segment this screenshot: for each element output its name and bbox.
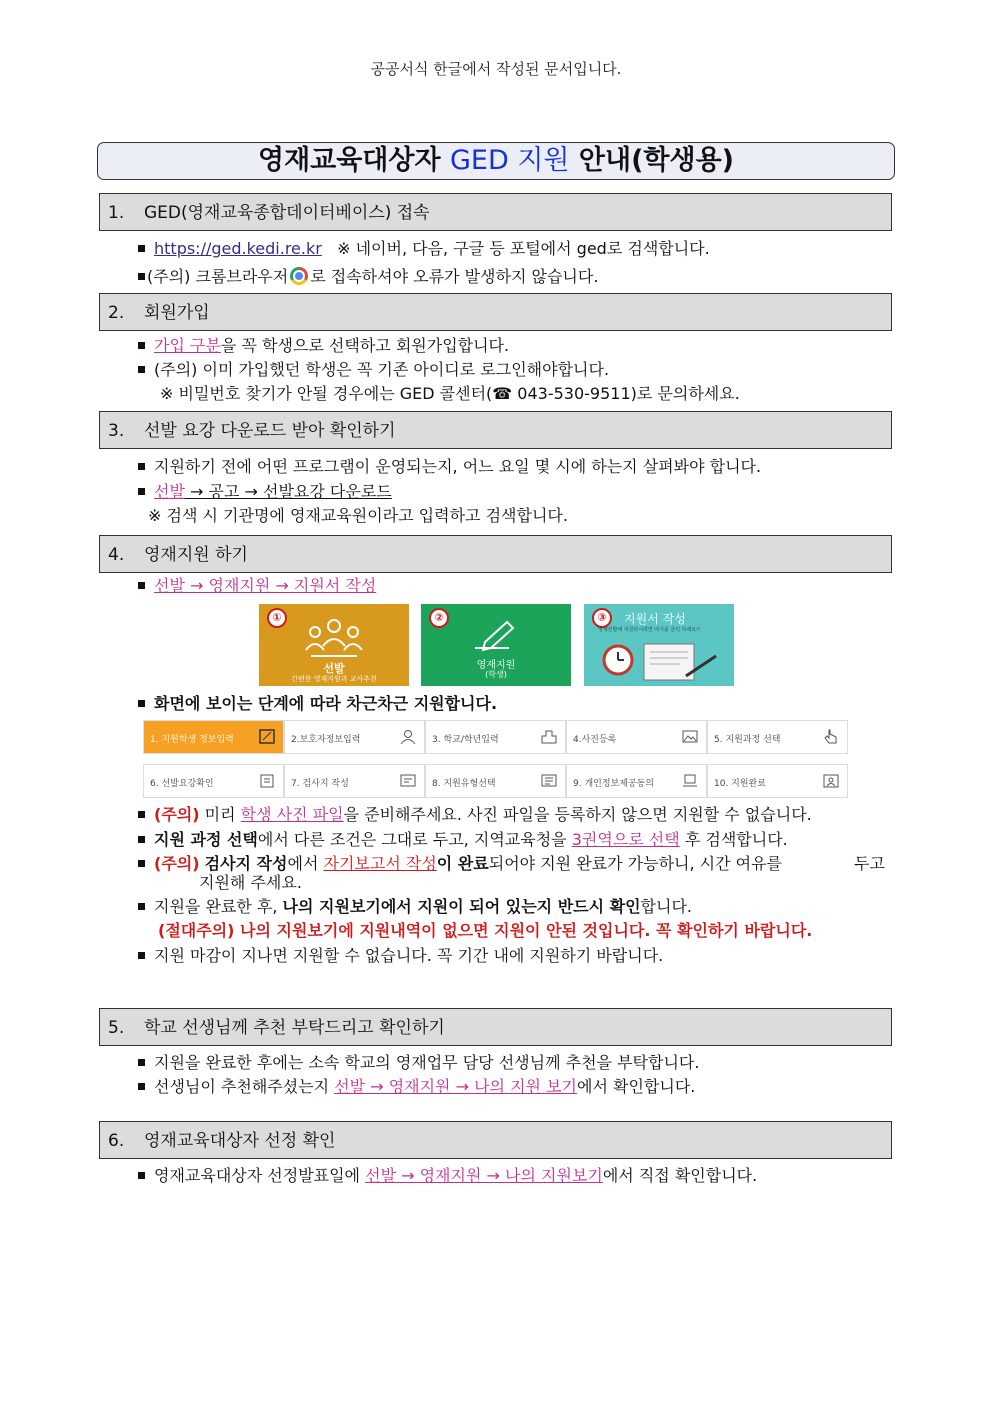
section-1-header: 1. GED(영재교육종합데이터베이스) 접속 (99, 193, 892, 231)
application-form-card[interactable]: ③ 지원서 작성 영재선발에 지원하시려면 여기를 클릭 하세요!! (584, 604, 734, 686)
bullet-icon (138, 836, 145, 843)
id-card-icon (823, 773, 839, 788)
section-2-header: 2. 회원가입 (99, 293, 892, 331)
apply-card[interactable]: ② 영재지원 (학생) (421, 604, 571, 686)
s3-bullet-1: 지원하기 전에 어떤 프로그램이 운영되는지, 어느 요일 몇 시에 하는지 살펴봐야 합니다. (138, 457, 761, 477)
bullet-icon (138, 488, 145, 495)
s4-note-1: (주의) 미리 학생 사진 파일을 준비해주세요. 사진 파일을 등록하지 않으면 지원할 수 없습니다. (138, 805, 812, 825)
s5-bullet-1: 지원을 완료한 후에는 소속 학교의 영재업무 담당 선생님께 추천을 부탁합니다. (138, 1053, 699, 1073)
s4-steps-note: 화면에 보이는 단계에 따라 차근차근 지원합니다. (138, 694, 497, 714)
step-3[interactable]: 3. 학교/학년입력 (425, 720, 566, 754)
bullet-icon (138, 903, 145, 910)
clipboard-icon (259, 773, 275, 788)
bullet-icon (138, 700, 145, 707)
bullet-icon (138, 1059, 145, 1066)
s4-path-link[interactable]: 선발 → 영재지원 → 지원서 작성 (154, 576, 377, 595)
pencil-paper-icon (471, 618, 521, 656)
title-post: 안내(학생용) (578, 145, 734, 176)
s4-note-3-tail: 두고 (854, 854, 885, 873)
step-9[interactable]: 9. 개인정보제공동의 (566, 764, 707, 798)
bullet-icon (138, 245, 145, 252)
select-card[interactable]: ① 선발 간편한 영재지원과 교사추천 (259, 604, 409, 686)
page-title (97, 142, 895, 180)
step-4[interactable]: 4.사진등록 (566, 720, 707, 754)
bullet-icon (138, 1083, 145, 1090)
s5-bullet-2: 선생님이 추천해주셨는지 선발 → 영재지원 → 나의 지원 보기에서 확인합니다. (138, 1077, 695, 1097)
s3-bullet-2: 선발 → 공고 → 선발요강 다운로드 (138, 482, 392, 502)
bullet-icon (138, 342, 145, 349)
step-5[interactable]: 5. 지원과정 선택 (707, 720, 848, 754)
bullet-icon (138, 811, 145, 818)
region-select-link[interactable]: 3권역으로 선택 (571, 830, 680, 849)
s4-warning: (절대주의) 나의 지원보기에 지원내역이 없으면 지원이 안된 것입니다. 꼭 확인하기 바랍니다. (158, 921, 813, 940)
signup-type-link[interactable]: 가입 구분 (154, 336, 221, 355)
person-icon (400, 729, 416, 744)
s4-note-4: 지원을 완료한 후, 나의 지원보기에서 지원이 되어 있는지 반드시 확인합니다. (138, 897, 692, 917)
title-pre: 영재교육대상자 (257, 145, 441, 176)
chrome-icon (290, 267, 308, 285)
bullet-icon (138, 582, 145, 589)
people-icon (301, 616, 367, 660)
self-report-link[interactable]: 자기보고서 작성 (323, 854, 437, 873)
section-3-header: 3. 선발 요강 다운로드 받아 확인하기 (99, 411, 892, 449)
s4-note-2: 지원 과정 선택에서 다른 조건은 그대로 두고, 지역교육청을 3권역으로 선택 후 검색합니다. (138, 830, 788, 850)
header-note: 공공서식 한글에서 작성된 문서입니다. (370, 60, 622, 78)
step-8[interactable]: 8. 지원유형선택 (425, 764, 566, 798)
bullet-icon (138, 463, 145, 470)
step-1[interactable]: 1. 지원학생 정보입력 (143, 720, 284, 754)
ged-url-link[interactable]: https://ged.kedi.re.kr (154, 239, 322, 258)
clock-document-icon (596, 636, 726, 684)
s2-bullet-2: (주의) 이미 가입했던 학생은 꼭 기존 아이디로 로그인해야합니다. (138, 360, 609, 380)
s2-note: ※ 비밀번호 찾기가 안될 경우에는 GED 콜센터(☎ 043-530-9511)로 문의하세요. (160, 384, 740, 403)
s1-url-line (138, 239, 710, 259)
s2-bullet-1: 가입 구분을 꼭 학생으로 선택하고 회원가입합니다. (138, 336, 509, 356)
bullet-icon (138, 1172, 145, 1179)
bullet-icon (138, 273, 145, 280)
s4-note-3-cont: 지원해 주세요. (199, 873, 302, 892)
s3-select-link[interactable]: 선발 (154, 482, 185, 501)
step-2[interactable]: 2.보호자정보입력 (284, 720, 425, 754)
s3-note: ※ 검색 시 기관명에 영재교육원이라고 입력하고 검색합니다. (148, 506, 568, 525)
s4-note-5: 지원 마감이 지나면 지원할 수 없습니다. 꼭 기간 내에 지원하기 바랍니다. (138, 946, 663, 966)
photo-icon (682, 729, 698, 744)
my-application-link[interactable]: 선발 → 영재지원 → 나의 지원 보기 (334, 1077, 578, 1096)
my-application-view-link[interactable]: 선발 → 영재지원 → 나의 지원보기 (365, 1166, 603, 1185)
section-4-header: 4. 영재지원 하기 (99, 535, 892, 573)
bullet-icon (138, 860, 145, 867)
step-7[interactable]: 7. 검사지 작성 (284, 764, 425, 798)
school-icon (541, 729, 557, 744)
document-list-icon (541, 773, 557, 788)
step-10[interactable]: 10. 지원완료 (707, 764, 848, 798)
bullet-icon (138, 366, 145, 373)
step-6[interactable]: 6. 선발요강확인 (143, 764, 284, 798)
s4-note-3: (주의) 검사지 작성에서 자기보고서 작성이 완료되어야 지원 완료가 가능하니, 시간 여유를 (138, 854, 782, 874)
laptop-icon (682, 773, 698, 788)
pointer-hand-icon (823, 729, 839, 744)
document-edit-icon (400, 773, 416, 788)
student-photo-link[interactable]: 학생 사진 파일 (240, 805, 344, 824)
form-icon (259, 729, 275, 744)
s1-url-note: ※ 네이버, 다음, 구글 등 포털에서 ged로 검색합니다. (337, 239, 710, 258)
s4-path-line (138, 576, 376, 596)
section-6-header: 6. 영재교육대상자 선정 확인 (99, 1121, 892, 1159)
title-blue: GED 지원 (449, 145, 570, 176)
section-5-header: 5. 학교 선생님께 추천 부탁드리고 확인하기 (99, 1008, 892, 1046)
bullet-icon (138, 952, 145, 959)
s1-chrome-line: (주의) 크롬브라우저 로 접속하셔야 오류가 발생하지 않습니다. (138, 264, 598, 287)
s6-bullet-1: 영재교육대상자 선정발표일에 선발 → 영재지원 → 나의 지원보기에서 직접 확인합니다. (138, 1166, 757, 1186)
